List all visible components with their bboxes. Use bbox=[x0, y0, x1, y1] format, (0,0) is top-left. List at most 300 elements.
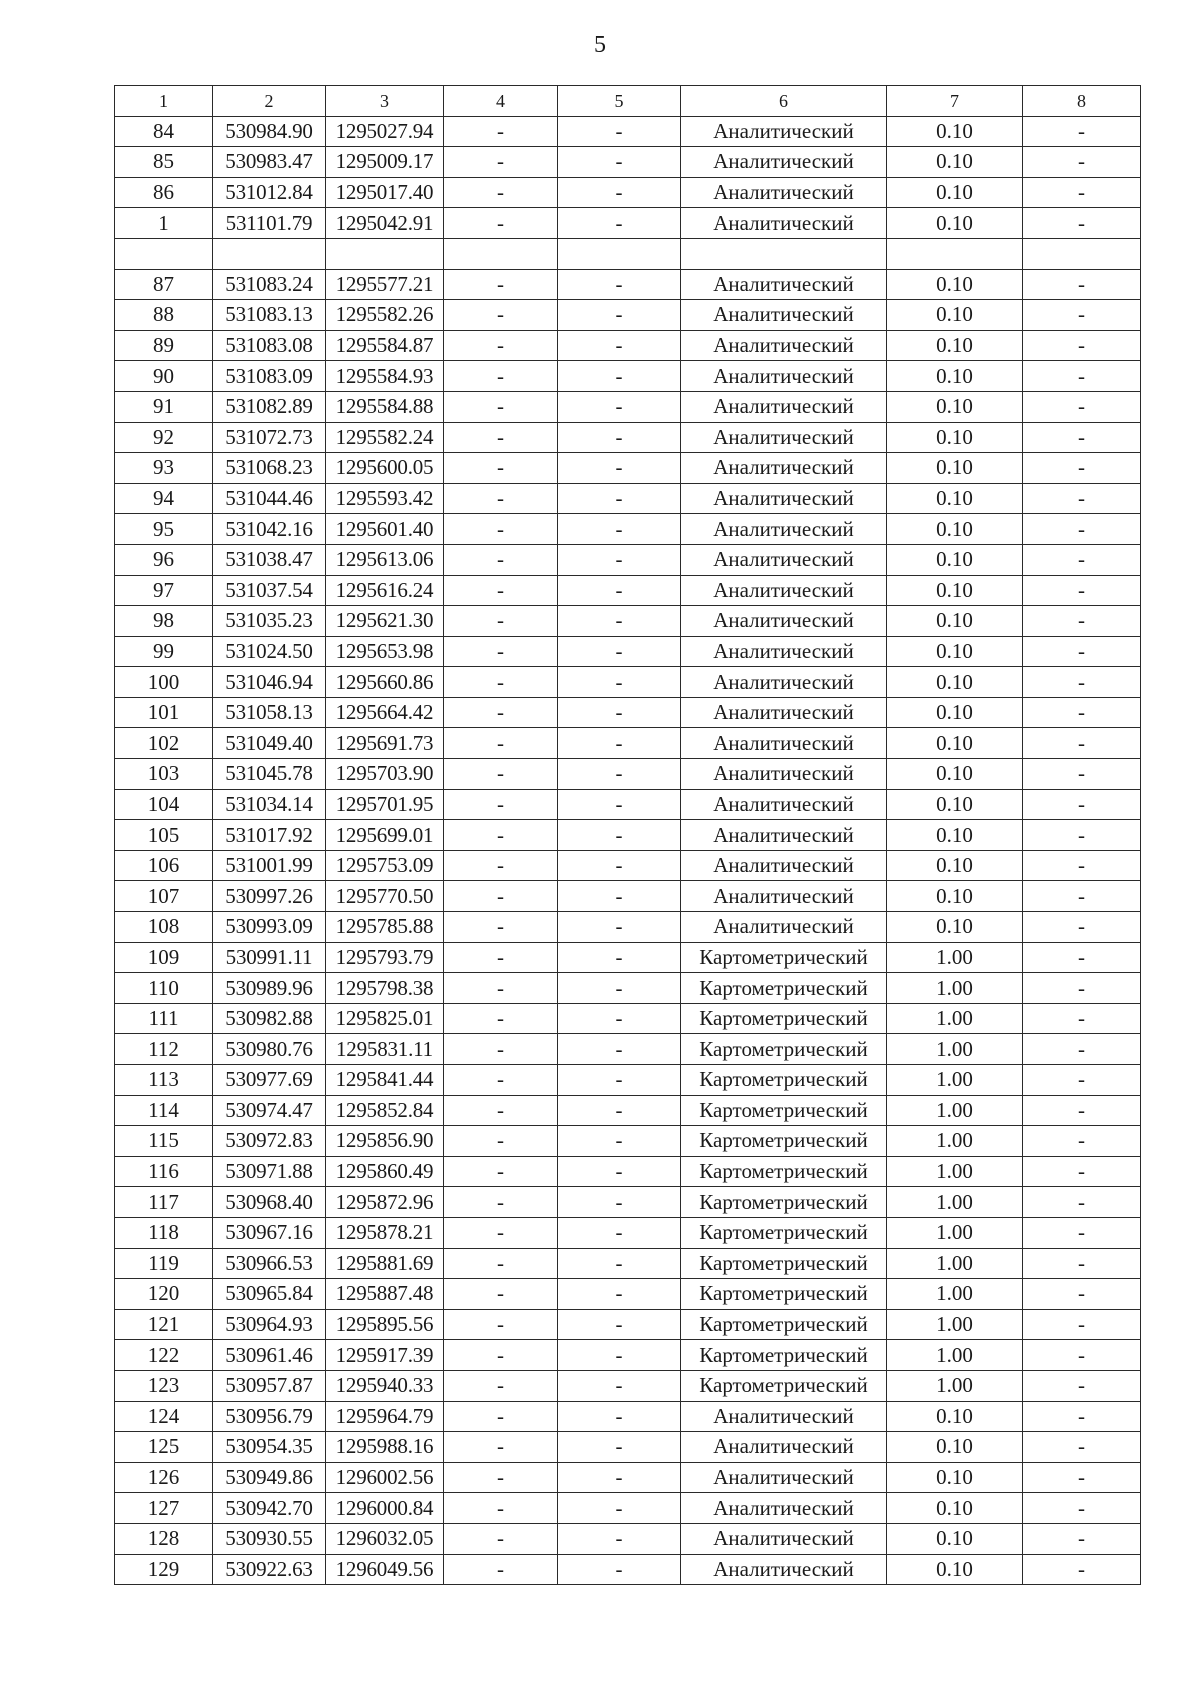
col-8-cell: - bbox=[1023, 147, 1141, 178]
col-5-cell: - bbox=[558, 514, 681, 545]
col-8-cell bbox=[1023, 238, 1141, 269]
col-8-cell: - bbox=[1023, 483, 1141, 514]
col-5-cell: - bbox=[558, 1279, 681, 1310]
col-5-cell: - bbox=[558, 1156, 681, 1187]
method-cell: Аналитический bbox=[681, 269, 887, 300]
coord-x-cell: 530980.76 bbox=[213, 1034, 326, 1065]
col-8-cell: - bbox=[1023, 422, 1141, 453]
coord-x-cell: 531044.46 bbox=[213, 483, 326, 514]
coord-y-cell: 1296049.56 bbox=[326, 1554, 444, 1585]
accuracy-cell: 1.00 bbox=[887, 942, 1023, 973]
accuracy-cell: 1.00 bbox=[887, 1309, 1023, 1340]
col-4-cell: - bbox=[444, 850, 558, 881]
point-number-cell: 88 bbox=[115, 300, 213, 331]
coord-x-cell: 530961.46 bbox=[213, 1340, 326, 1371]
coord-x-cell: 531068.23 bbox=[213, 453, 326, 484]
col-5-cell: - bbox=[558, 544, 681, 575]
coord-y-cell: 1295593.42 bbox=[326, 483, 444, 514]
col-8-cell: - bbox=[1023, 330, 1141, 361]
col-8-cell: - bbox=[1023, 1554, 1141, 1585]
col-4-cell: - bbox=[444, 361, 558, 392]
coord-y-cell: 1295601.40 bbox=[326, 514, 444, 545]
accuracy-cell: 0.10 bbox=[887, 514, 1023, 545]
col-8-cell: - bbox=[1023, 1217, 1141, 1248]
table-row bbox=[115, 1156, 1141, 1187]
accuracy-cell: 0.10 bbox=[887, 1523, 1023, 1554]
col-5-cell: - bbox=[558, 116, 681, 147]
col-5-cell: - bbox=[558, 636, 681, 667]
accuracy-cell: 1.00 bbox=[887, 1340, 1023, 1371]
coord-x-cell: 530993.09 bbox=[213, 912, 326, 943]
accuracy-cell: 0.10 bbox=[887, 269, 1023, 300]
coord-y-cell: 1295577.21 bbox=[326, 269, 444, 300]
coord-x-cell: 530989.96 bbox=[213, 973, 326, 1004]
accuracy-cell: 1.00 bbox=[887, 1248, 1023, 1279]
column-header-1: 1 bbox=[115, 86, 213, 117]
coord-y-cell: 1295653.98 bbox=[326, 636, 444, 667]
col-8-cell: - bbox=[1023, 820, 1141, 851]
table-row bbox=[115, 636, 1141, 667]
table-row bbox=[115, 1340, 1141, 1371]
method-cell: Картометрический bbox=[681, 1065, 887, 1096]
point-number-cell: 89 bbox=[115, 330, 213, 361]
col-4-cell: - bbox=[444, 208, 558, 239]
column-header-3: 3 bbox=[326, 86, 444, 117]
accuracy-cell: 0.10 bbox=[887, 453, 1023, 484]
col-8-cell: - bbox=[1023, 1523, 1141, 1554]
accuracy-cell: 0.10 bbox=[887, 483, 1023, 514]
col-4-cell: - bbox=[444, 330, 558, 361]
coord-y-cell: 1295887.48 bbox=[326, 1279, 444, 1310]
table-row bbox=[115, 881, 1141, 912]
col-5-cell: - bbox=[558, 1217, 681, 1248]
col-8-cell: - bbox=[1023, 606, 1141, 637]
table-row bbox=[115, 1523, 1141, 1554]
accuracy-cell: 1.00 bbox=[887, 1217, 1023, 1248]
coord-y-cell: 1295831.11 bbox=[326, 1034, 444, 1065]
point-number-cell: 107 bbox=[115, 881, 213, 912]
point-number-cell: 105 bbox=[115, 820, 213, 851]
col-5-cell: - bbox=[558, 1309, 681, 1340]
col-8-cell: - bbox=[1023, 1370, 1141, 1401]
coord-y-cell: 1295856.90 bbox=[326, 1126, 444, 1157]
table-row bbox=[115, 483, 1141, 514]
col-4-cell: - bbox=[444, 697, 558, 728]
column-header-7: 7 bbox=[887, 86, 1023, 117]
method-cell: Аналитический bbox=[681, 1401, 887, 1432]
point-number-cell: 129 bbox=[115, 1554, 213, 1585]
coord-x-cell: 531082.89 bbox=[213, 391, 326, 422]
coord-y-cell: 1295770.50 bbox=[326, 881, 444, 912]
col-4-cell: - bbox=[444, 147, 558, 178]
coord-y-cell: 1295584.88 bbox=[326, 391, 444, 422]
coord-x-cell: 530971.88 bbox=[213, 1156, 326, 1187]
table-row bbox=[115, 1034, 1141, 1065]
col-5-cell: - bbox=[558, 1554, 681, 1585]
col-4-cell: - bbox=[444, 453, 558, 484]
method-cell: Аналитический bbox=[681, 1554, 887, 1585]
col-4-cell: - bbox=[444, 1248, 558, 1279]
method-cell: Аналитический bbox=[681, 606, 887, 637]
col-4-cell: - bbox=[444, 483, 558, 514]
col-4-cell: - bbox=[444, 912, 558, 943]
point-number-cell: 124 bbox=[115, 1401, 213, 1432]
coord-y-cell: 1295582.24 bbox=[326, 422, 444, 453]
table-row bbox=[115, 1065, 1141, 1096]
col-5-cell: - bbox=[558, 973, 681, 1004]
table-row bbox=[115, 759, 1141, 790]
coord-x-cell: 531083.08 bbox=[213, 330, 326, 361]
coord-x-cell: 531046.94 bbox=[213, 667, 326, 698]
coord-x-cell: 530942.70 bbox=[213, 1493, 326, 1524]
point-number-cell: 91 bbox=[115, 391, 213, 422]
method-cell: Аналитический bbox=[681, 208, 887, 239]
coord-y-cell: 1295798.38 bbox=[326, 973, 444, 1004]
table-row bbox=[115, 544, 1141, 575]
column-header-2: 2 bbox=[213, 86, 326, 117]
col-4-cell: - bbox=[444, 973, 558, 1004]
col-4-cell: - bbox=[444, 514, 558, 545]
col-4-cell: - bbox=[444, 269, 558, 300]
col-8-cell: - bbox=[1023, 361, 1141, 392]
point-number-cell: 85 bbox=[115, 147, 213, 178]
table-row bbox=[115, 789, 1141, 820]
col-4-cell: - bbox=[444, 1432, 558, 1463]
method-cell: Картометрический bbox=[681, 1126, 887, 1157]
col-8-cell: - bbox=[1023, 881, 1141, 912]
accuracy-cell: 1.00 bbox=[887, 973, 1023, 1004]
table-row bbox=[115, 453, 1141, 484]
coord-x-cell bbox=[213, 238, 326, 269]
table-row bbox=[115, 667, 1141, 698]
col-5-cell: - bbox=[558, 1401, 681, 1432]
col-4-cell: - bbox=[444, 1003, 558, 1034]
col-4-cell: - bbox=[444, 177, 558, 208]
method-cell: Картометрический bbox=[681, 942, 887, 973]
table-row bbox=[115, 1401, 1141, 1432]
accuracy-cell: 0.10 bbox=[887, 728, 1023, 759]
coord-y-cell: 1295825.01 bbox=[326, 1003, 444, 1034]
col-8-cell: - bbox=[1023, 1340, 1141, 1371]
method-cell: Аналитический bbox=[681, 544, 887, 575]
page-number: 5 bbox=[594, 32, 606, 58]
method-cell: Картометрический bbox=[681, 1156, 887, 1187]
coord-x-cell: 531083.09 bbox=[213, 361, 326, 392]
col-4-cell: - bbox=[444, 942, 558, 973]
point-number-cell: 92 bbox=[115, 422, 213, 453]
accuracy-cell: 0.10 bbox=[887, 575, 1023, 606]
column-header-4: 4 bbox=[444, 86, 558, 117]
coord-y-cell: 1295009.17 bbox=[326, 147, 444, 178]
col-5-cell bbox=[558, 238, 681, 269]
coord-x-cell: 531038.47 bbox=[213, 544, 326, 575]
col-5-cell: - bbox=[558, 1493, 681, 1524]
accuracy-cell: 0.10 bbox=[887, 177, 1023, 208]
point-number-cell: 119 bbox=[115, 1248, 213, 1279]
col-5-cell: - bbox=[558, 1034, 681, 1065]
point-number-cell: 116 bbox=[115, 1156, 213, 1187]
col-4-cell: - bbox=[444, 759, 558, 790]
table-row bbox=[115, 973, 1141, 1004]
method-cell: Картометрический bbox=[681, 1034, 887, 1065]
col-8-cell: - bbox=[1023, 973, 1141, 1004]
coord-x-cell: 530974.47 bbox=[213, 1095, 326, 1126]
col-4-cell: - bbox=[444, 1126, 558, 1157]
col-5-cell: - bbox=[558, 697, 681, 728]
coord-y-cell: 1295701.95 bbox=[326, 789, 444, 820]
table-body bbox=[115, 116, 1141, 1585]
col-5-cell: - bbox=[558, 361, 681, 392]
accuracy-cell: 0.10 bbox=[887, 330, 1023, 361]
method-cell: Аналитический bbox=[681, 667, 887, 698]
coord-y-cell: 1295964.79 bbox=[326, 1401, 444, 1432]
accuracy-cell: 0.10 bbox=[887, 636, 1023, 667]
table-row bbox=[115, 850, 1141, 881]
coord-x-cell: 531034.14 bbox=[213, 789, 326, 820]
accuracy-cell: 1.00 bbox=[887, 1187, 1023, 1218]
method-cell: Картометрический bbox=[681, 1279, 887, 1310]
col-4-cell: - bbox=[444, 1309, 558, 1340]
point-number-cell: 120 bbox=[115, 1279, 213, 1310]
accuracy-cell: 0.10 bbox=[887, 697, 1023, 728]
table-row bbox=[115, 1554, 1141, 1585]
col-5-cell: - bbox=[558, 1523, 681, 1554]
coord-y-cell: 1295691.73 bbox=[326, 728, 444, 759]
method-cell: Аналитический bbox=[681, 820, 887, 851]
accuracy-cell: 0.10 bbox=[887, 1462, 1023, 1493]
col-5-cell: - bbox=[558, 606, 681, 637]
col-8-cell: - bbox=[1023, 1156, 1141, 1187]
coord-y-cell: 1295852.84 bbox=[326, 1095, 444, 1126]
point-number-cell: 87 bbox=[115, 269, 213, 300]
col-4-cell: - bbox=[444, 1217, 558, 1248]
col-8-cell: - bbox=[1023, 544, 1141, 575]
col-8-cell: - bbox=[1023, 912, 1141, 943]
coord-y-cell: 1295664.42 bbox=[326, 697, 444, 728]
coord-x-cell: 530967.16 bbox=[213, 1217, 326, 1248]
coord-y-cell: 1295616.24 bbox=[326, 575, 444, 606]
col-4-cell: - bbox=[444, 1156, 558, 1187]
point-number-cell: 86 bbox=[115, 177, 213, 208]
table-row bbox=[115, 116, 1141, 147]
col-4-cell: - bbox=[444, 606, 558, 637]
coord-x-cell: 530930.55 bbox=[213, 1523, 326, 1554]
coord-y-cell: 1295793.79 bbox=[326, 942, 444, 973]
col-4-cell: - bbox=[444, 1493, 558, 1524]
accuracy-cell: 1.00 bbox=[887, 1034, 1023, 1065]
point-number-cell: 111 bbox=[115, 1003, 213, 1034]
table-row bbox=[115, 1462, 1141, 1493]
col-8-cell: - bbox=[1023, 1126, 1141, 1157]
method-cell: Картометрический bbox=[681, 1187, 887, 1218]
point-number-cell: 101 bbox=[115, 697, 213, 728]
table-row bbox=[115, 391, 1141, 422]
point-number-cell: 94 bbox=[115, 483, 213, 514]
col-4-cell: - bbox=[444, 422, 558, 453]
column-header-8: 8 bbox=[1023, 86, 1141, 117]
coord-y-cell: 1295042.91 bbox=[326, 208, 444, 239]
coord-x-cell: 530997.26 bbox=[213, 881, 326, 912]
point-number-cell: 84 bbox=[115, 116, 213, 147]
coord-x-cell: 530956.79 bbox=[213, 1401, 326, 1432]
col-8-cell: - bbox=[1023, 850, 1141, 881]
table-row bbox=[115, 1248, 1141, 1279]
point-number-cell: 121 bbox=[115, 1309, 213, 1340]
accuracy-cell: 0.10 bbox=[887, 361, 1023, 392]
coord-x-cell: 530984.90 bbox=[213, 116, 326, 147]
coordinates-table bbox=[114, 85, 1141, 1585]
method-cell: Аналитический bbox=[681, 116, 887, 147]
accuracy-cell: 0.10 bbox=[887, 850, 1023, 881]
accuracy-cell: 1.00 bbox=[887, 1279, 1023, 1310]
point-number-cell: 103 bbox=[115, 759, 213, 790]
coord-x-cell: 530983.47 bbox=[213, 147, 326, 178]
col-4-cell: - bbox=[444, 1034, 558, 1065]
col-4-cell bbox=[444, 238, 558, 269]
accuracy-cell: 0.10 bbox=[887, 759, 1023, 790]
coord-y-cell: 1295881.69 bbox=[326, 1248, 444, 1279]
point-number-cell: 126 bbox=[115, 1462, 213, 1493]
col-8-cell: - bbox=[1023, 177, 1141, 208]
point-number-cell: 122 bbox=[115, 1340, 213, 1371]
method-cell: Аналитический bbox=[681, 881, 887, 912]
col-4-cell: - bbox=[444, 1523, 558, 1554]
table-row bbox=[115, 1003, 1141, 1034]
column-header-5: 5 bbox=[558, 86, 681, 117]
point-number-cell: 97 bbox=[115, 575, 213, 606]
col-8-cell: - bbox=[1023, 1401, 1141, 1432]
coord-y-cell: 1295660.86 bbox=[326, 667, 444, 698]
accuracy-cell: 0.10 bbox=[887, 1432, 1023, 1463]
col-5-cell: - bbox=[558, 147, 681, 178]
col-5-cell: - bbox=[558, 422, 681, 453]
accuracy-cell: 1.00 bbox=[887, 1003, 1023, 1034]
coord-x-cell: 531042.16 bbox=[213, 514, 326, 545]
col-5-cell: - bbox=[558, 789, 681, 820]
coord-y-cell: 1295584.93 bbox=[326, 361, 444, 392]
col-4-cell: - bbox=[444, 116, 558, 147]
coord-y-cell: 1295582.26 bbox=[326, 300, 444, 331]
table-row bbox=[115, 606, 1141, 637]
table-row bbox=[115, 147, 1141, 178]
accuracy-cell: 0.10 bbox=[887, 208, 1023, 239]
method-cell: Аналитический bbox=[681, 1493, 887, 1524]
col-5-cell: - bbox=[558, 1248, 681, 1279]
col-8-cell: - bbox=[1023, 1309, 1141, 1340]
coord-y-cell: 1296032.05 bbox=[326, 1523, 444, 1554]
coord-x-cell: 531024.50 bbox=[213, 636, 326, 667]
col-5-cell: - bbox=[558, 1065, 681, 1096]
point-number-cell: 112 bbox=[115, 1034, 213, 1065]
col-5-cell: - bbox=[558, 330, 681, 361]
accuracy-cell: 0.10 bbox=[887, 1401, 1023, 1432]
col-8-cell: - bbox=[1023, 667, 1141, 698]
coord-x-cell: 530965.84 bbox=[213, 1279, 326, 1310]
table-row bbox=[115, 269, 1141, 300]
point-number-cell: 1 bbox=[115, 208, 213, 239]
table-row bbox=[115, 514, 1141, 545]
col-5-cell: - bbox=[558, 483, 681, 514]
method-cell: Аналитический bbox=[681, 391, 887, 422]
method-cell: Аналитический bbox=[681, 147, 887, 178]
col-5-cell: - bbox=[558, 942, 681, 973]
accuracy-cell: 0.10 bbox=[887, 147, 1023, 178]
col-4-cell: - bbox=[444, 728, 558, 759]
table-row bbox=[115, 1095, 1141, 1126]
table-row bbox=[115, 330, 1141, 361]
method-cell: Аналитический bbox=[681, 177, 887, 208]
table-row bbox=[115, 728, 1141, 759]
col-5-cell: - bbox=[558, 177, 681, 208]
coord-y-cell: 1295699.01 bbox=[326, 820, 444, 851]
col-5-cell: - bbox=[558, 453, 681, 484]
table-row bbox=[115, 697, 1141, 728]
coord-y-cell: 1295872.96 bbox=[326, 1187, 444, 1218]
method-cell: Аналитический bbox=[681, 1462, 887, 1493]
col-4-cell: - bbox=[444, 1065, 558, 1096]
method-cell: Аналитический bbox=[681, 422, 887, 453]
col-8-cell: - bbox=[1023, 1003, 1141, 1034]
col-4-cell: - bbox=[444, 1370, 558, 1401]
table-row bbox=[115, 1279, 1141, 1310]
col-5-cell: - bbox=[558, 820, 681, 851]
table-row bbox=[115, 1309, 1141, 1340]
point-number-cell: 127 bbox=[115, 1493, 213, 1524]
col-8-cell: - bbox=[1023, 789, 1141, 820]
col-8-cell: - bbox=[1023, 942, 1141, 973]
coord-x-cell: 531017.92 bbox=[213, 820, 326, 851]
coord-x-cell: 531058.13 bbox=[213, 697, 326, 728]
point-number-cell: 96 bbox=[115, 544, 213, 575]
method-cell: Аналитический bbox=[681, 789, 887, 820]
coord-x-cell: 530964.93 bbox=[213, 1309, 326, 1340]
col-5-cell: - bbox=[558, 300, 681, 331]
coord-y-cell: 1295017.40 bbox=[326, 177, 444, 208]
accuracy-cell: 0.10 bbox=[887, 881, 1023, 912]
coord-x-cell: 531035.23 bbox=[213, 606, 326, 637]
table-row bbox=[115, 912, 1141, 943]
point-number-cell: 108 bbox=[115, 912, 213, 943]
method-cell: Картометрический bbox=[681, 1248, 887, 1279]
table-row bbox=[115, 208, 1141, 239]
table-row bbox=[115, 422, 1141, 453]
col-8-cell: - bbox=[1023, 1187, 1141, 1218]
col-8-cell: - bbox=[1023, 453, 1141, 484]
point-number-cell: 125 bbox=[115, 1432, 213, 1463]
col-5-cell: - bbox=[558, 850, 681, 881]
coord-x-cell: 531083.13 bbox=[213, 300, 326, 331]
coord-y-cell: 1295584.87 bbox=[326, 330, 444, 361]
table-row bbox=[115, 820, 1141, 851]
point-number-cell: 104 bbox=[115, 789, 213, 820]
coord-x-cell: 530968.40 bbox=[213, 1187, 326, 1218]
coord-x-cell: 530966.53 bbox=[213, 1248, 326, 1279]
table-row bbox=[115, 177, 1141, 208]
coord-y-cell: 1295841.44 bbox=[326, 1065, 444, 1096]
point-number-cell: 93 bbox=[115, 453, 213, 484]
method-cell: Аналитический bbox=[681, 728, 887, 759]
col-5-cell: - bbox=[558, 1003, 681, 1034]
accuracy-cell: 1.00 bbox=[887, 1095, 1023, 1126]
coord-y-cell: 1295613.06 bbox=[326, 544, 444, 575]
method-cell: Аналитический bbox=[681, 1432, 887, 1463]
table-row bbox=[115, 238, 1141, 269]
point-number-cell: 118 bbox=[115, 1217, 213, 1248]
column-header-6: 6 bbox=[681, 86, 887, 117]
table-row bbox=[115, 1217, 1141, 1248]
method-cell: Аналитический bbox=[681, 575, 887, 606]
col-8-cell: - bbox=[1023, 391, 1141, 422]
